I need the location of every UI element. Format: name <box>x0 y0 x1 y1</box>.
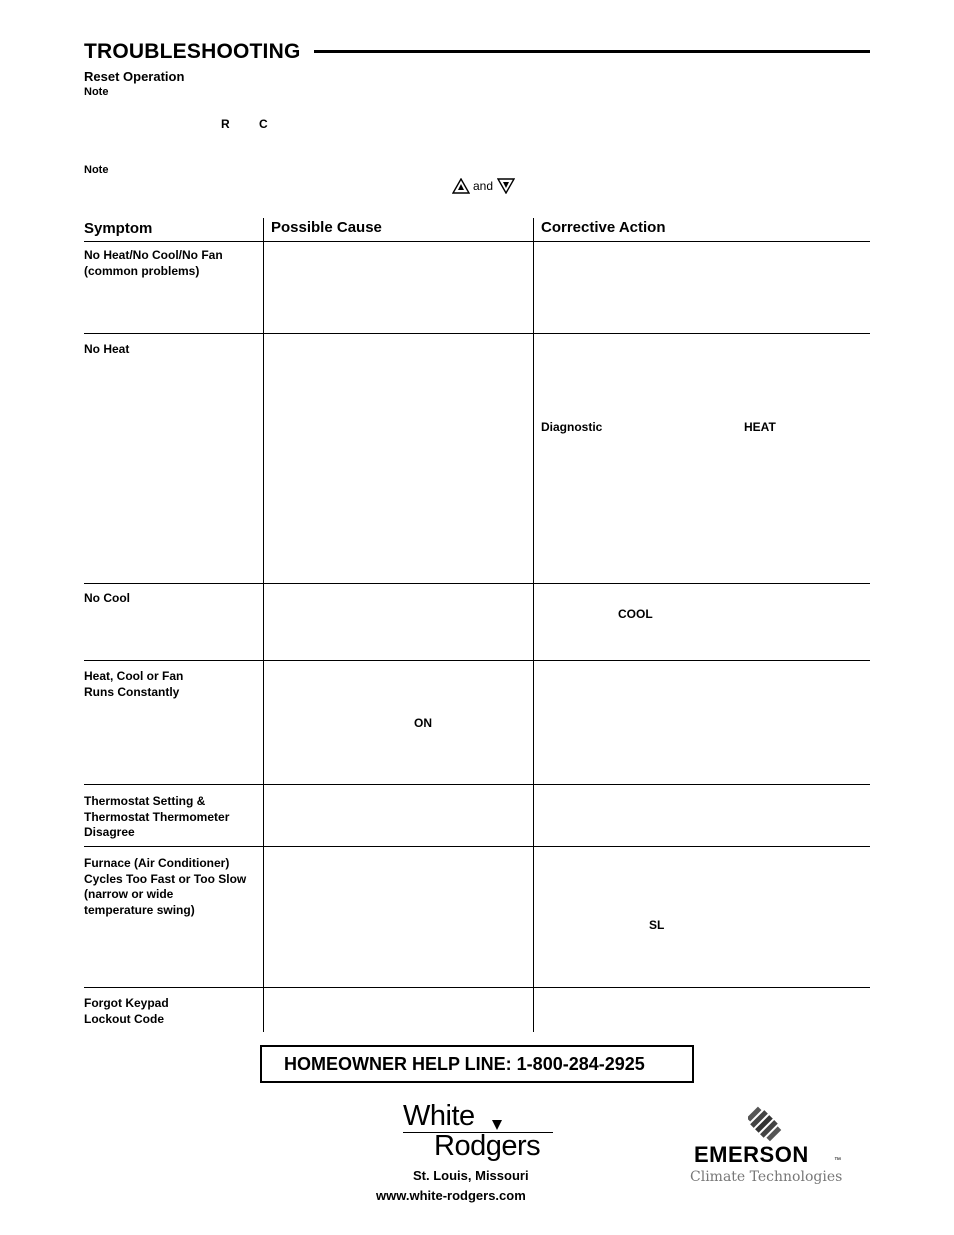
emerson-emblem-icon <box>748 1103 782 1147</box>
symptom-cycles-too-fast: Furnace (Air Conditioner) Cycles Too Fast or Too Slow (narrow or wide temperature swing) <box>84 856 247 917</box>
page-title: TROUBLESHOOTING <box>84 40 301 63</box>
row-divider <box>84 784 870 785</box>
col-header-possible-cause: Possible Cause <box>271 219 382 236</box>
title-rule <box>314 50 870 53</box>
keyword-heat: HEAT <box>744 420 776 434</box>
keyword-sl: SL <box>649 918 665 932</box>
keyword-on: ON <box>414 716 432 730</box>
emerson-climate-text: Climate Technologies <box>690 1169 843 1185</box>
helpline-text: HOMEOWNER HELP LINE: 1-800-284-2925 <box>284 1054 645 1074</box>
helpline-box <box>260 1045 694 1083</box>
company-website: www.white-rodgers.com <box>376 1188 526 1203</box>
logo-triangle-icon <box>491 1118 503 1130</box>
row-divider <box>84 660 870 661</box>
col-header-corrective-action: Corrective Action <box>541 219 666 236</box>
column-divider <box>533 218 534 1032</box>
symptom-runs-constantly: Heat, Cool or Fan Runs Constantly <box>84 669 184 699</box>
terminal-c-label: C <box>259 117 268 131</box>
down-arrow-icon <box>497 178 515 194</box>
symptom-no-cool: No Cool <box>84 591 130 605</box>
row-divider <box>84 583 870 584</box>
keyword-cool: COOL <box>618 607 653 621</box>
logo-rodgers-text: Rodgers <box>434 1130 541 1162</box>
symptom-forgot-lockout-code: Forgot Keypad Lockout Code <box>84 996 169 1026</box>
reset-operation-heading: Reset Operation <box>84 69 185 84</box>
emerson-wordmark: EMERSON <box>694 1142 809 1167</box>
company-city: St. Louis, Missouri <box>413 1168 529 1183</box>
symptom-setting-disagree: Thermostat Setting & Thermostat Thermometer Disagree <box>84 794 230 839</box>
column-divider <box>263 218 264 1032</box>
and-text: and <box>473 179 494 193</box>
note-label-1: Note <box>84 86 109 98</box>
logo-white-text: White <box>403 1100 475 1132</box>
row-divider <box>84 987 870 988</box>
emerson-trademark: ™ <box>834 1157 841 1164</box>
row-divider <box>84 333 870 334</box>
note-label-2: Note <box>84 164 109 176</box>
symptom-no-heat: No Heat <box>84 342 130 356</box>
keyword-diagnostic: Diagnostic <box>541 420 603 434</box>
header-rule <box>84 241 870 242</box>
row-divider <box>84 846 870 847</box>
symptom-no-heat-no-cool-no-fan: No Heat/No Cool/No Fan (common problems) <box>84 248 223 278</box>
col-header-symptom: Symptom <box>84 220 153 237</box>
terminal-r-label: R <box>221 117 230 131</box>
up-arrow-icon <box>452 178 470 194</box>
